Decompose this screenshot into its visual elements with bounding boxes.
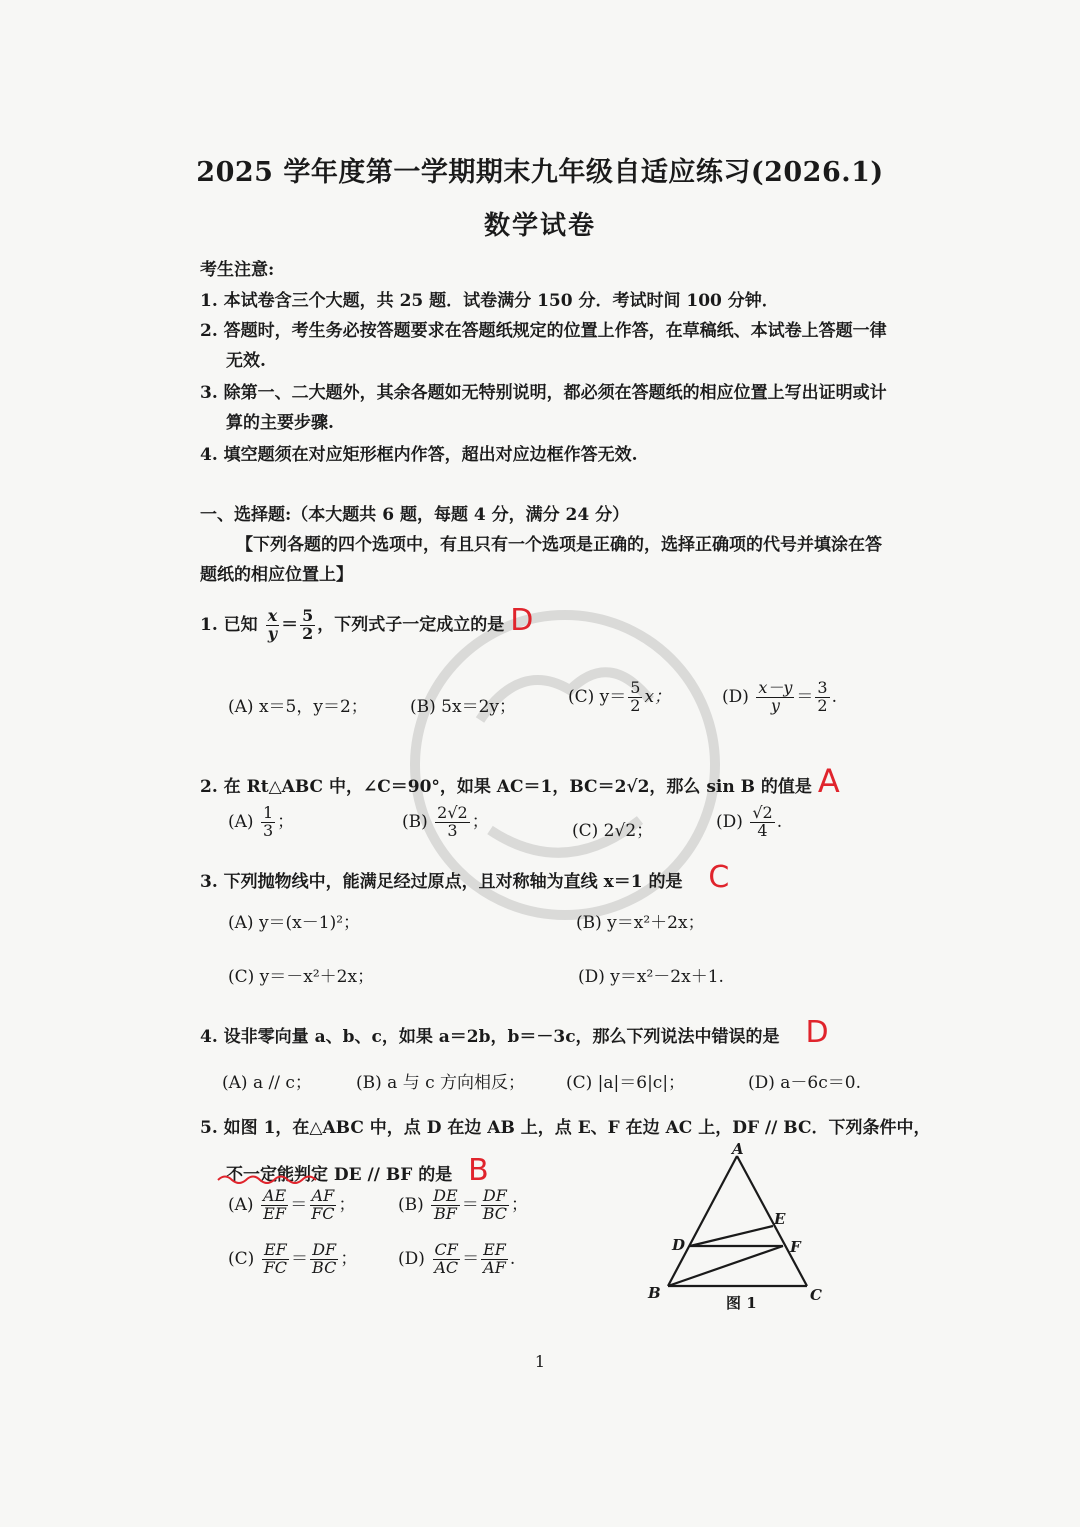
label-f: F bbox=[790, 1238, 801, 1256]
q4-option-a: (A) a // c； bbox=[222, 1073, 312, 1093]
q5-option-b: (B) $\frac{DE}{BF}$ ＝ $\frac{DF}{BC}$ ； bbox=[398, 1186, 528, 1223]
q1-option-b: (B) 5x＝2y； bbox=[410, 697, 516, 717]
notice-item-4: 4. 填空题须在对应矩形框内作答，超出对应边框作答无效. bbox=[200, 445, 638, 465]
notice-item-2: 2. 答题时，考生务必按答题要求在答题纸规定的位置上作答，在草稿纸、本试卷上答题一律 bbox=[200, 321, 887, 341]
section-heading: 一、选择题:（本大题共 6 题，每题 4 分，满分 24 分） bbox=[200, 505, 630, 525]
notice-heading: 考生注意: bbox=[200, 260, 275, 280]
q5-option-c: (C) $\frac{EF}{FC}$ ＝ $\frac{DF}{BC}$ ； bbox=[228, 1240, 358, 1277]
q3-option-c: (C) y＝－x²＋2x； bbox=[228, 967, 375, 987]
label-b: B bbox=[648, 1284, 661, 1302]
q3-option-d: (D) y＝x²－2x＋1. bbox=[578, 967, 724, 987]
question-4: 4. 设非零向量 a、b、c，如果 a＝2b，b＝－3c，那么下列说法中错误的是 D bbox=[200, 1015, 829, 1050]
section-instruction-1: 【下列各题的四个选项中，有且只有一个选项是正确的，选择正确项的代号并填涂在答 bbox=[236, 535, 882, 555]
page-number: 1 bbox=[534, 1352, 546, 1371]
document-subtitle: 数学试卷 bbox=[483, 211, 596, 241]
answer-mark-q5: B bbox=[468, 1153, 489, 1188]
label-c: C bbox=[810, 1286, 822, 1304]
label-a: A bbox=[732, 1140, 744, 1158]
notice-item-1: 1. 本试卷含三个大题，共 25 题．试卷满分 150 分．考试时间 100 分钟． bbox=[200, 291, 779, 311]
q3-option-b: (B) y＝x²＋2x； bbox=[576, 913, 705, 933]
question-1: 1. 已知 $\frac{x}{y}$ ＝ $\frac{5}{2}$ ，下列式子一定成立的是 D bbox=[200, 603, 534, 643]
question-2: 2. 在 Rt△ABC 中，∠C＝90°，如果 AC＝1，BC＝2√2，那么 sin B 的值是 A bbox=[200, 762, 840, 800]
notice-item-2-cont: 无效. bbox=[226, 351, 266, 371]
q1-option-d: (D) $\frac{x-y}{y}$ ＝ $\frac{3}{2}$ . bbox=[722, 678, 837, 715]
question-5-line-1: 5. 如图 1，在△ABC 中，点 D 在边 AB 上，点 E、F 在边 AC 上，DF // BC．下列条件中， bbox=[200, 1118, 931, 1138]
label-d: D bbox=[672, 1236, 686, 1254]
q2-option-b: (B) $\frac{2√2}{3}$ ； bbox=[402, 803, 489, 840]
segment-de bbox=[690, 1226, 773, 1246]
q5-option-d: (D) $\frac{CF}{AC}$ ＝ $\frac{EF}{AF}$ . bbox=[398, 1240, 516, 1277]
answer-mark-q2: A bbox=[817, 762, 840, 800]
answer-mark-q1: D bbox=[510, 603, 534, 638]
q1-option-c: (C) y＝ $\frac{5}{2}$ x； bbox=[568, 678, 672, 715]
edge-ac bbox=[737, 1156, 807, 1286]
question-3: 3. 下列抛物线中，能满足经过原点，且对称轴为直线 x＝1 的是 C bbox=[200, 860, 730, 895]
label-e: E bbox=[774, 1210, 786, 1228]
question-5-line-2: 不一定能判定 DE // BF 的是 B bbox=[226, 1153, 489, 1188]
figure-1-triangle bbox=[640, 1140, 840, 1320]
q4-option-c: (C) |a|＝6|c|； bbox=[566, 1073, 686, 1093]
document-title: 2025 学年度第一学期期末九年级自适应练习(2026.1) bbox=[196, 157, 884, 188]
wavy-underline-mark bbox=[216, 1172, 326, 1186]
figure-caption: 图 1 bbox=[726, 1294, 757, 1312]
answer-mark-q4: D bbox=[805, 1015, 829, 1050]
notice-item-3: 3. 除第一、二大题外，其余各题如无特别说明，都必须在答题纸的相应位置上写出证明或计 bbox=[200, 383, 887, 403]
q4-option-b: (B) a 与 c 方向相反； bbox=[356, 1073, 526, 1093]
q5-option-a: (A) $\frac{AE}{EF}$ ＝ $\frac{AF}{FC}$ ； bbox=[228, 1186, 356, 1223]
notice-item-3-cont: 算的主要步骤. bbox=[226, 413, 334, 433]
q2-option-d: (D) $\frac{√2}{4}$ . bbox=[716, 803, 783, 840]
q3-option-a: (A) y＝(x－1)²； bbox=[228, 913, 361, 933]
q2-option-a: (A) $\frac{1}{3}$ ； bbox=[228, 803, 295, 840]
q1-option-a: (A) x＝5，y＝2； bbox=[228, 697, 368, 717]
section-instruction-2: 题纸的相应位置上】 bbox=[200, 565, 353, 585]
q4-option-d: (D) a－6c＝0. bbox=[748, 1073, 861, 1093]
answer-mark-q3: C bbox=[708, 860, 730, 895]
q2-option-c: (C) 2√2； bbox=[572, 821, 654, 841]
